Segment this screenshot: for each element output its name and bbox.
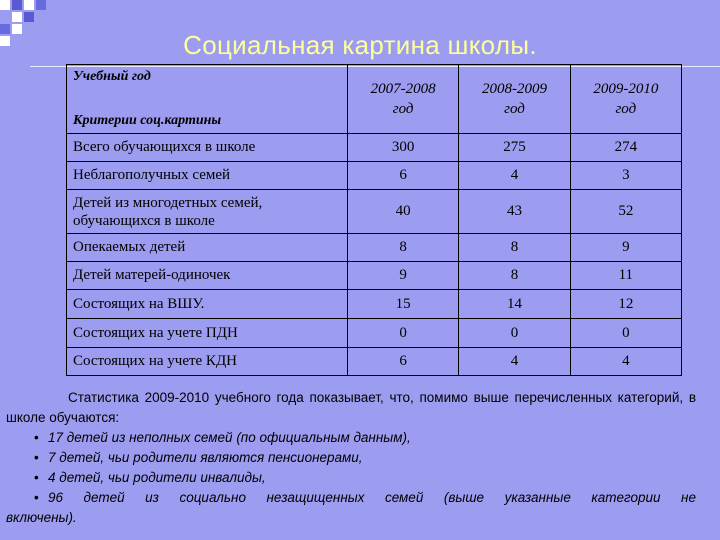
bullet-dot: • (34, 490, 39, 505)
row-value: 275 (459, 134, 570, 162)
header-year-2 (570, 65, 681, 134)
row-label: Опекаемых детей (67, 234, 348, 262)
bullet-text: 7 детей, чьи родители являются пенсионерами, (48, 450, 363, 465)
decor-square (0, 0, 10, 10)
decor-square (12, 12, 22, 22)
bullet-dot: • (34, 450, 39, 465)
table-row (67, 262, 682, 290)
header-year-value: 2007-2008 (370, 81, 436, 97)
row-value: 0 (570, 319, 681, 348)
header-year-label: Учебный год (73, 69, 151, 84)
decor-square (36, 0, 46, 10)
row-value: 9 (348, 262, 459, 290)
row-value: 14 (459, 290, 570, 319)
bullet-dot: • (34, 430, 39, 445)
row-value: 40 (348, 190, 459, 234)
header-criteria-cell (67, 65, 348, 134)
header-year-value: 2009-2010 (593, 81, 659, 97)
header-year-suffix: год (615, 101, 637, 117)
header-criteria-label: Критерии соц.картины (73, 113, 222, 128)
row-label: Состоящих на ВШУ. (67, 290, 348, 319)
bullet-text: 96 детей из социально незащищенных семей (выше указанные категории не (48, 490, 696, 505)
row-value: 0 (348, 319, 459, 348)
notes-bullet (6, 488, 696, 508)
notes-intro (6, 388, 696, 428)
statistics-notes (6, 388, 696, 528)
table-row (67, 190, 682, 234)
row-value: 274 (570, 134, 681, 162)
header-year-suffix: год (504, 101, 525, 117)
notes-bullet (6, 448, 696, 468)
row-value: 6 (348, 348, 459, 376)
header-year-1 (459, 65, 570, 134)
decor-square (24, 0, 34, 10)
table-header-row (67, 65, 682, 134)
table-row (67, 290, 682, 319)
row-value: 0 (459, 319, 570, 348)
row-label: Детей матерей-одиночек (67, 262, 348, 290)
row-value: 9 (570, 234, 681, 262)
notes-intro-text: Статистика 2009-2010 учебного года показывает, что, помимо выше перечисленных категорий, в школе обучаются: (6, 390, 696, 425)
row-value: 8 (459, 234, 570, 262)
table-row (67, 234, 682, 262)
row-value: 11 (570, 262, 681, 290)
notes-bullet (6, 468, 696, 488)
header-year-0 (348, 65, 459, 134)
row-value: 4 (459, 162, 570, 190)
decor-square (12, 0, 22, 10)
row-value: 3 (570, 162, 681, 190)
row-label: Всего обучающихся в школе (67, 134, 348, 162)
row-value: 4 (570, 348, 681, 376)
row-value: 12 (570, 290, 681, 319)
row-label: Состоящих на учете КДН (67, 348, 348, 376)
bullet-dot: • (34, 470, 39, 485)
header-year-suffix: год (392, 101, 414, 117)
header-year-value: 2008-2009 (481, 81, 547, 97)
social-stats-table (66, 64, 682, 376)
row-label: Неблагополучных семей (67, 162, 348, 190)
bullet-text: 4 детей, чьи родители инвалиды, (48, 470, 266, 485)
row-value: 8 (459, 262, 570, 290)
row-value: 8 (348, 234, 459, 262)
table-row (67, 134, 682, 162)
row-value: 15 (348, 290, 459, 319)
row-label: Состоящих на учете ПДН (67, 319, 348, 348)
row-value: 300 (348, 134, 459, 162)
table-row (67, 319, 682, 348)
notes-bullet (6, 428, 696, 448)
bullet-text: 17 детей из неполных семей (по официальным данным), (48, 430, 411, 445)
notes-continuation: включены). (6, 510, 77, 525)
row-label: Детей из многодетных семей, обучающихся в школе (67, 190, 348, 234)
table-row (67, 348, 682, 376)
row-value: 4 (459, 348, 570, 376)
row-value: 52 (570, 190, 681, 234)
slide-title: Социальная картина школы. (183, 30, 537, 60)
table-row (67, 162, 682, 190)
row-value: 43 (459, 190, 570, 234)
row-value: 6 (348, 162, 459, 190)
decor-square (24, 12, 34, 22)
